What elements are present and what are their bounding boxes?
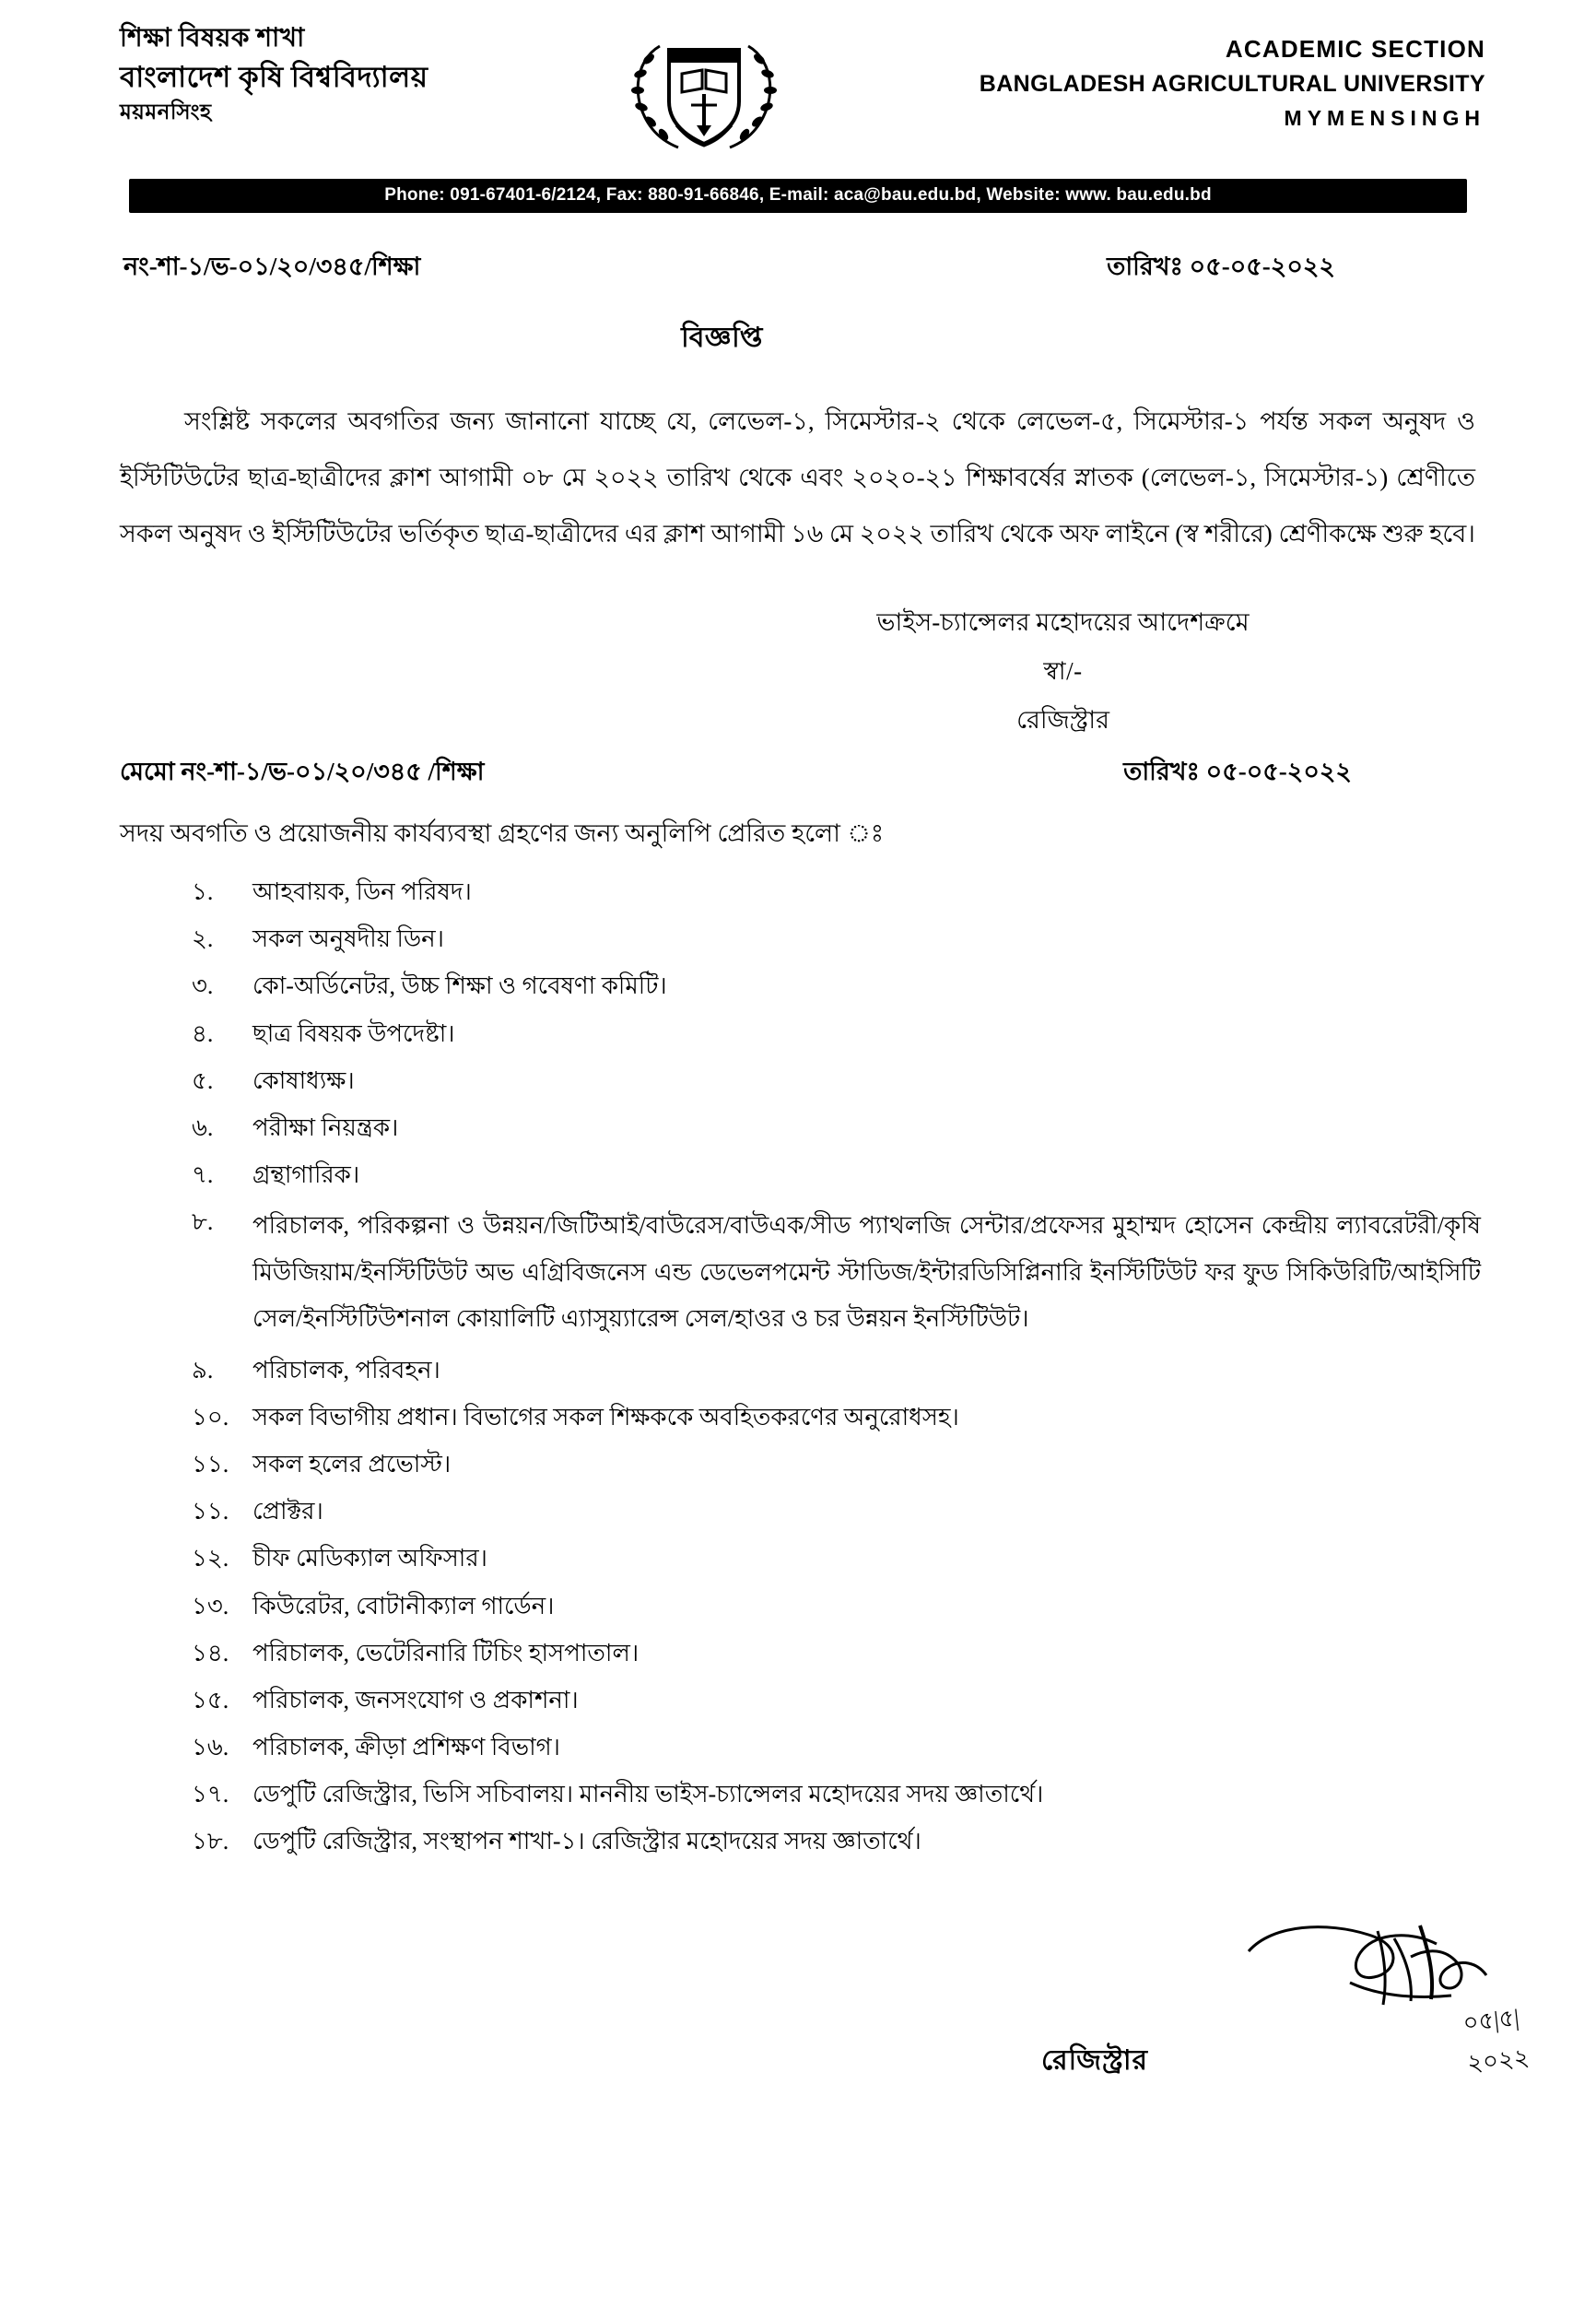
signature-designation: রেজিস্ট্রার	[1041, 2045, 1149, 2077]
contact-bar: Phone: 091-67401-6/2124, Fax: 880-91-66846, E-mail: aca@bau.edu.bd, Website: www. bau.edu.bd	[129, 179, 1467, 213]
body-paragraph: সংশ্লিষ্ট সকলের অবগতির জন্য জানানো যাচ্ছে যে, লেভেল-১, সিমেস্টার-২ থেকে লেভেল-৫, সিমেস্টার-১ পর্যন্ত সকল অনুষদ ও ইস্টিটিউটের ছাত্র-ছাত্রীদের ক্লাশ আগামী ০৮ মে ২০২২ তারিখ থেকে এবং ২০২০-২১ শিক্ষাবর্ষের স্নাতক (লেভেল-১, সিমেস্টার-১) শ্রেণীতে সকল অনুষদ ও ইস্টিটিউটের ভর্তিকৃত ছাত্র-ছাত্রীদের এর ক্লাশ আগামী ১৬ মে ২০২২ তারিখ থেকে অফ লাইনে (স্ব শরীরে) শ্রেণীকক্ষে শুরু হবে।	[120, 407, 1475, 548]
list-item-text: পরিচালক, ক্রীড়া প্রশিক্ষণ বিভাগ।	[252, 1733, 560, 1760]
list-item-number: ২.	[192, 925, 214, 953]
list-item-text: ছাত্র বিষয়ক উপদেষ্টা।	[252, 1019, 455, 1047]
letterhead-bengali-block	[120, 20, 428, 127]
list-item-text: গ্রন্থাগারিক।	[252, 1160, 360, 1188]
list-item-number: ১২.	[192, 1545, 229, 1572]
list-item-text: কোষাধ্যক্ষ।	[252, 1066, 355, 1094]
signature-area	[120, 1916, 1531, 2101]
list-item	[184, 1351, 1481, 1390]
university-name-en: BANGLADESH AGRICULTURAL UNIVERSITY	[979, 71, 1485, 97]
list-item	[184, 1062, 1481, 1101]
list-item-text: আহবায়ক, ডিন পরিষদ।	[252, 878, 472, 906]
signed-mark: স্বা/-	[1043, 656, 1083, 685]
list-item-text: চীফ মেডিক্যাল অফিসার।	[252, 1545, 487, 1572]
city-name-bn: ময়মনসিংহ	[120, 100, 212, 124]
list-item-number: ৪.	[192, 1019, 214, 1047]
list-item	[184, 1634, 1481, 1673]
list-item-text: পরিচালক, ভেটেরিনারি টিচিং হাসপাতাল।	[252, 1639, 640, 1666]
list-item-text: সকল অনুষদীয় ডিন।	[252, 925, 444, 953]
crest-container	[604, 22, 803, 160]
list-item-text: ডেপুটি রেজিস্ট্রার, সংস্থাপন শাখা-১। রেজিস্ট্রার মহোদয়ের সদয় জ্ঞাতার্থে।	[252, 1828, 921, 1855]
university-name-bn: বাংলাদেশ কৃষি বিশ্ববিদ্যালয়	[120, 60, 428, 93]
handwritten-date: ০৫|৫|২০২২	[1461, 2004, 1531, 2078]
second-memo-line	[120, 753, 1490, 795]
list-item-number: ১৬.	[192, 1733, 229, 1760]
by-order-line: ভাইস-চ্যান্সেলর মহোদয়ের আদেশক্রমে	[876, 608, 1250, 637]
second-memo-number: মেমো নং-শা-১/ভ-০১/২০/৩৪৫ /শিক্ষা	[120, 758, 485, 786]
list-item	[184, 1775, 1481, 1814]
list-item	[184, 967, 1481, 1006]
list-item-number: ১৮.	[192, 1828, 229, 1855]
city-name-en: MYMENSINGH	[1284, 105, 1485, 130]
memo-date: তারিখঃ ০৫-০৫-২০২২	[1107, 253, 1335, 280]
second-memo-date: তারিখঃ ০৫-০৫-২০২২	[1123, 758, 1352, 786]
list-item-number: ১০.	[192, 1404, 229, 1431]
list-item	[184, 1015, 1481, 1054]
list-item-number: ১৭.	[192, 1780, 229, 1808]
list-item-text: পরিচালক, পরিবহন।	[252, 1357, 440, 1384]
section-name-bn: শিক্ষা বিষয়ক শাখা	[120, 24, 305, 53]
list-item-number: ৮.	[192, 1207, 214, 1235]
document-body	[0, 248, 1596, 2101]
list-item-text: পরিচালক, পরিকল্পনা ও উন্নয়ন/জিটিআই/বাউরেস/বাউএক/সীড প্যাথলজি সেন্টার/প্রফেসর মুহাম্মদ হোসেন কেন্দ্রীয় ল্যাবরেটরী/কৃষি মিউজিয়াম/ইনস্টিটিউট অভ এগ্রিবিজনেস এন্ড ডেভেলপমেন্ট স্টাডিজ/ইন্টারডিসিপ্লিনারি ইনস্টিটিউট ফর ফুড সিকিউরিটি/আইসিটি সেল/ইনস্টিটিউশনাল কোয়ালিটি এ্যাসুয়্যারেন্স সেল/হাওর ও চর উন্নয়ন ইনস্টিটিউট।	[252, 1211, 1481, 1333]
list-item	[184, 1822, 1481, 1861]
list-item-number: ৩.	[192, 972, 214, 1000]
university-crest-icon	[612, 22, 796, 160]
distribution-list	[120, 873, 1490, 1861]
list-item	[184, 1681, 1481, 1720]
list-item-text: সকল হলের প্রভোস্ট।	[252, 1451, 452, 1478]
list-item-number: ১৫.	[192, 1686, 229, 1713]
list-item	[184, 1492, 1481, 1531]
list-item	[184, 1539, 1481, 1578]
copy-forwarded-line: সদয় অবগতি ও প্রয়োজনীয় কার্যব্যবস্থা গ্রহণের জন্য অনুলিপি প্রেরিত হলো ঃ	[120, 819, 885, 848]
list-item-number: ১৩.	[192, 1592, 229, 1619]
list-item-text: পরিচালক, জনসংযোগ ও প্রকাশনা।	[252, 1686, 579, 1713]
list-item	[184, 1109, 1481, 1148]
letterhead-english-block	[980, 20, 1485, 134]
list-item-number: ১৪.	[192, 1639, 229, 1666]
list-item-number: ১১.	[192, 1451, 229, 1478]
list-item	[184, 920, 1481, 959]
list-item	[184, 1445, 1481, 1484]
list-item-text: প্রোক্টর।	[252, 1498, 323, 1525]
list-item-number: ১.	[192, 878, 214, 906]
list-item-number: ৯.	[192, 1357, 214, 1384]
list-item-number: ৫.	[192, 1066, 214, 1094]
list-item	[184, 1728, 1481, 1767]
list-item-number: ৬.	[192, 1113, 214, 1141]
list-item-number: ১১.	[192, 1498, 229, 1525]
list-item	[184, 1587, 1481, 1626]
notice-title: বিজ্ঞপ্তি	[681, 323, 763, 353]
list-item-number: ৭.	[192, 1160, 214, 1188]
memo-number: নং-শা-১/ভ-০১/২০/৩৪৫/শিক্ষা	[123, 253, 421, 280]
list-item-text: কিউরেটর, বোটানীক্যাল গার্ডেন।	[252, 1592, 555, 1619]
handwritten-signature-icon	[1239, 1916, 1590, 2055]
list-item	[184, 873, 1481, 912]
list-item-text: কো-অর্ডিনেটর, উচ্চ শিক্ষা ও গবেষণা কমিটি।	[252, 972, 667, 1000]
reference-line	[120, 248, 1490, 289]
list-item	[184, 1203, 1481, 1343]
order-block	[120, 598, 1490, 744]
list-item-text: ডেপুটি রেজিস্ট্রার, ভিসি সচিবালয়। মাননীয় ভাইস-চ্যান্সেলর মহোদয়ের সদয় জ্ঞাতার্থে।	[252, 1780, 1044, 1808]
list-item	[184, 1156, 1481, 1195]
section-name-en: ACADEMIC SECTION	[1225, 35, 1485, 63]
letterhead	[0, 0, 1596, 160]
list-item-text: সকল বিভাগীয় প্রধান। বিভাগের সকল শিক্ষককে অবহিতকরণের অনুরোধসহ।	[252, 1404, 959, 1431]
list-item-text: পরীক্ষা নিয়ন্ত্রক।	[252, 1113, 399, 1141]
registrar-title: রেজিস্ট্রার	[1016, 705, 1109, 734]
list-item	[184, 1398, 1481, 1437]
